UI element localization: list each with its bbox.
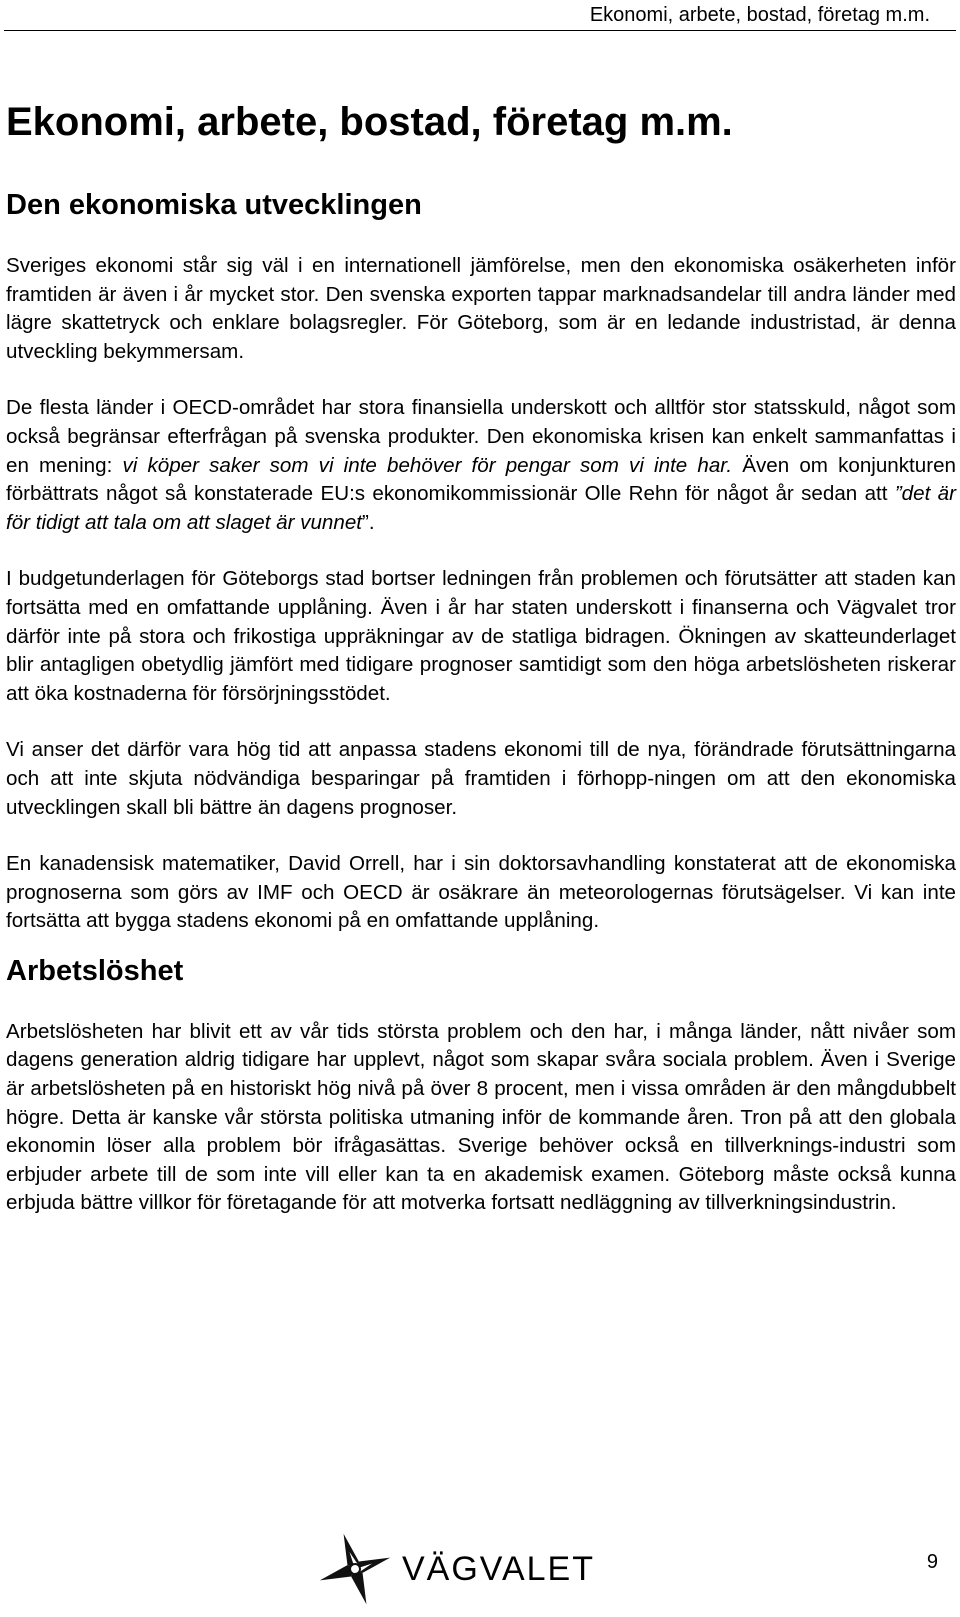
- running-header: Ekonomi, arbete, bostad, företag m.m.: [589, 4, 930, 26]
- compass-star-icon: [316, 1530, 394, 1608]
- paragraph-text: De flesta länder i OECD-området har stora finansiella underskott och alltför stor statsskuld, något som också begränsar efterfrågan på svenska produkter. Den ekonomiska krisen kan enkelt sammanfattas i en mening:: [6, 396, 956, 477]
- paragraph: [6, 252, 956, 366]
- paragraph: [6, 736, 956, 822]
- emphasis-quote: vi köper saker som vi inte behöver för pengar som vi inte har.: [122, 453, 733, 477]
- document-body: [6, 96, 956, 1218]
- paragraph-text: I budgetunderlagen för Göteborgs stad bortser ledningen från problemen och förutsätter att staden kan fortsätta med en omfattande upplåning. Även i år har staten underskott i finanserna och Vägvalet tror därför inte på stora och frikostiga uppräkningar av de statliga bidragen. Ökningen av skatteunderlaget blir antagligen obetydlig jämfört med tidigare prognoser samtidigt som den höga arbetslösheten riskerar att öka kostnaderna för försörjningsstödet.: [6, 567, 956, 705]
- paragraph-text: Även om konjunkturen förbättrats något så konstaterade EU:s ekonomikommissionär Olle Rehn för något år sedan att: [6, 453, 956, 506]
- paragraph: [6, 850, 956, 936]
- paragraph-text: Vi anser det därför vara hög tid att anpassa stadens ekonomi till de nya, förändrade förutsättningarna och att inte skjuta nödvändiga besparingar på framtiden i förhopp-ningen om att den ekonomiska utvecklingen skall bli bättre än dagens prognoser.: [6, 738, 956, 819]
- page-number: 9: [926, 1551, 938, 1573]
- section-heading-economy: Den ekonomiska utvecklingen: [6, 189, 422, 221]
- paragraph: [6, 565, 956, 708]
- logo-text: VÄGVALET: [402, 1549, 595, 1588]
- paragraph-text: En kanadensisk matematiker, David Orrell, har i sin doktorsavhandling konstaterat att de ekonomiska prognoserna som görs av IMF och OECD är osäkrare än meteorologernas förutsägelser. Vi kan inte fortsätta att bygga stadens ekonomi på en omfattande upplåning.: [6, 852, 956, 933]
- paragraph-text: ”.: [362, 510, 375, 534]
- paragraph-text: Arbetslösheten har blivit ett av vår tids största problem och den har, i många länder, nått nivåer som dagens generation aldrig tidigare har upplevt, något som skapar svåra sociala problem. Även i Sverige är arbetslösheten på en historiskt hög nivå på över 8 procent, men i vissa områden är den mångdubbelt högre. Detta är kanske vår största politiska utmaning inför de kommande åren. Tron på att den globala ekonomin löser alla problem bör ifrågasättas. Sverige behöver också en tillverknings-industri som erbjuder arbete till de som inte vill eller kan ta en akademisk examen. Göteborg måste också kunna erbjuda bättre villkor för företagande för att motverka fortsatt nedläggning av tillverkningsindustrin.: [6, 1019, 956, 1215]
- page-title: Ekonomi, arbete, bostad, företag m.m.: [6, 100, 733, 144]
- header-rule: [4, 30, 956, 31]
- emphasis-quote: ”det är för tidigt att tala om att slaget är vunnet: [6, 482, 956, 534]
- paragraph-text: Sveriges ekonomi står sig väl i en internationell jämförelse, men den ekonomiska osäkerheten inför framtiden är även i år mycket stor. Den svenska exporten tappar marknadsandelar till andra länder med lägre skattetryck och enklare bolagsregler. För Göteborg, som är en ledande industristad, är denna utveckling bekymmersam.: [6, 254, 956, 363]
- paragraph: [6, 1018, 956, 1218]
- section-heading-unemployment: Arbetslöshet: [6, 954, 184, 987]
- paragraph: [6, 394, 956, 537]
- vagvalet-logo: [316, 1530, 595, 1608]
